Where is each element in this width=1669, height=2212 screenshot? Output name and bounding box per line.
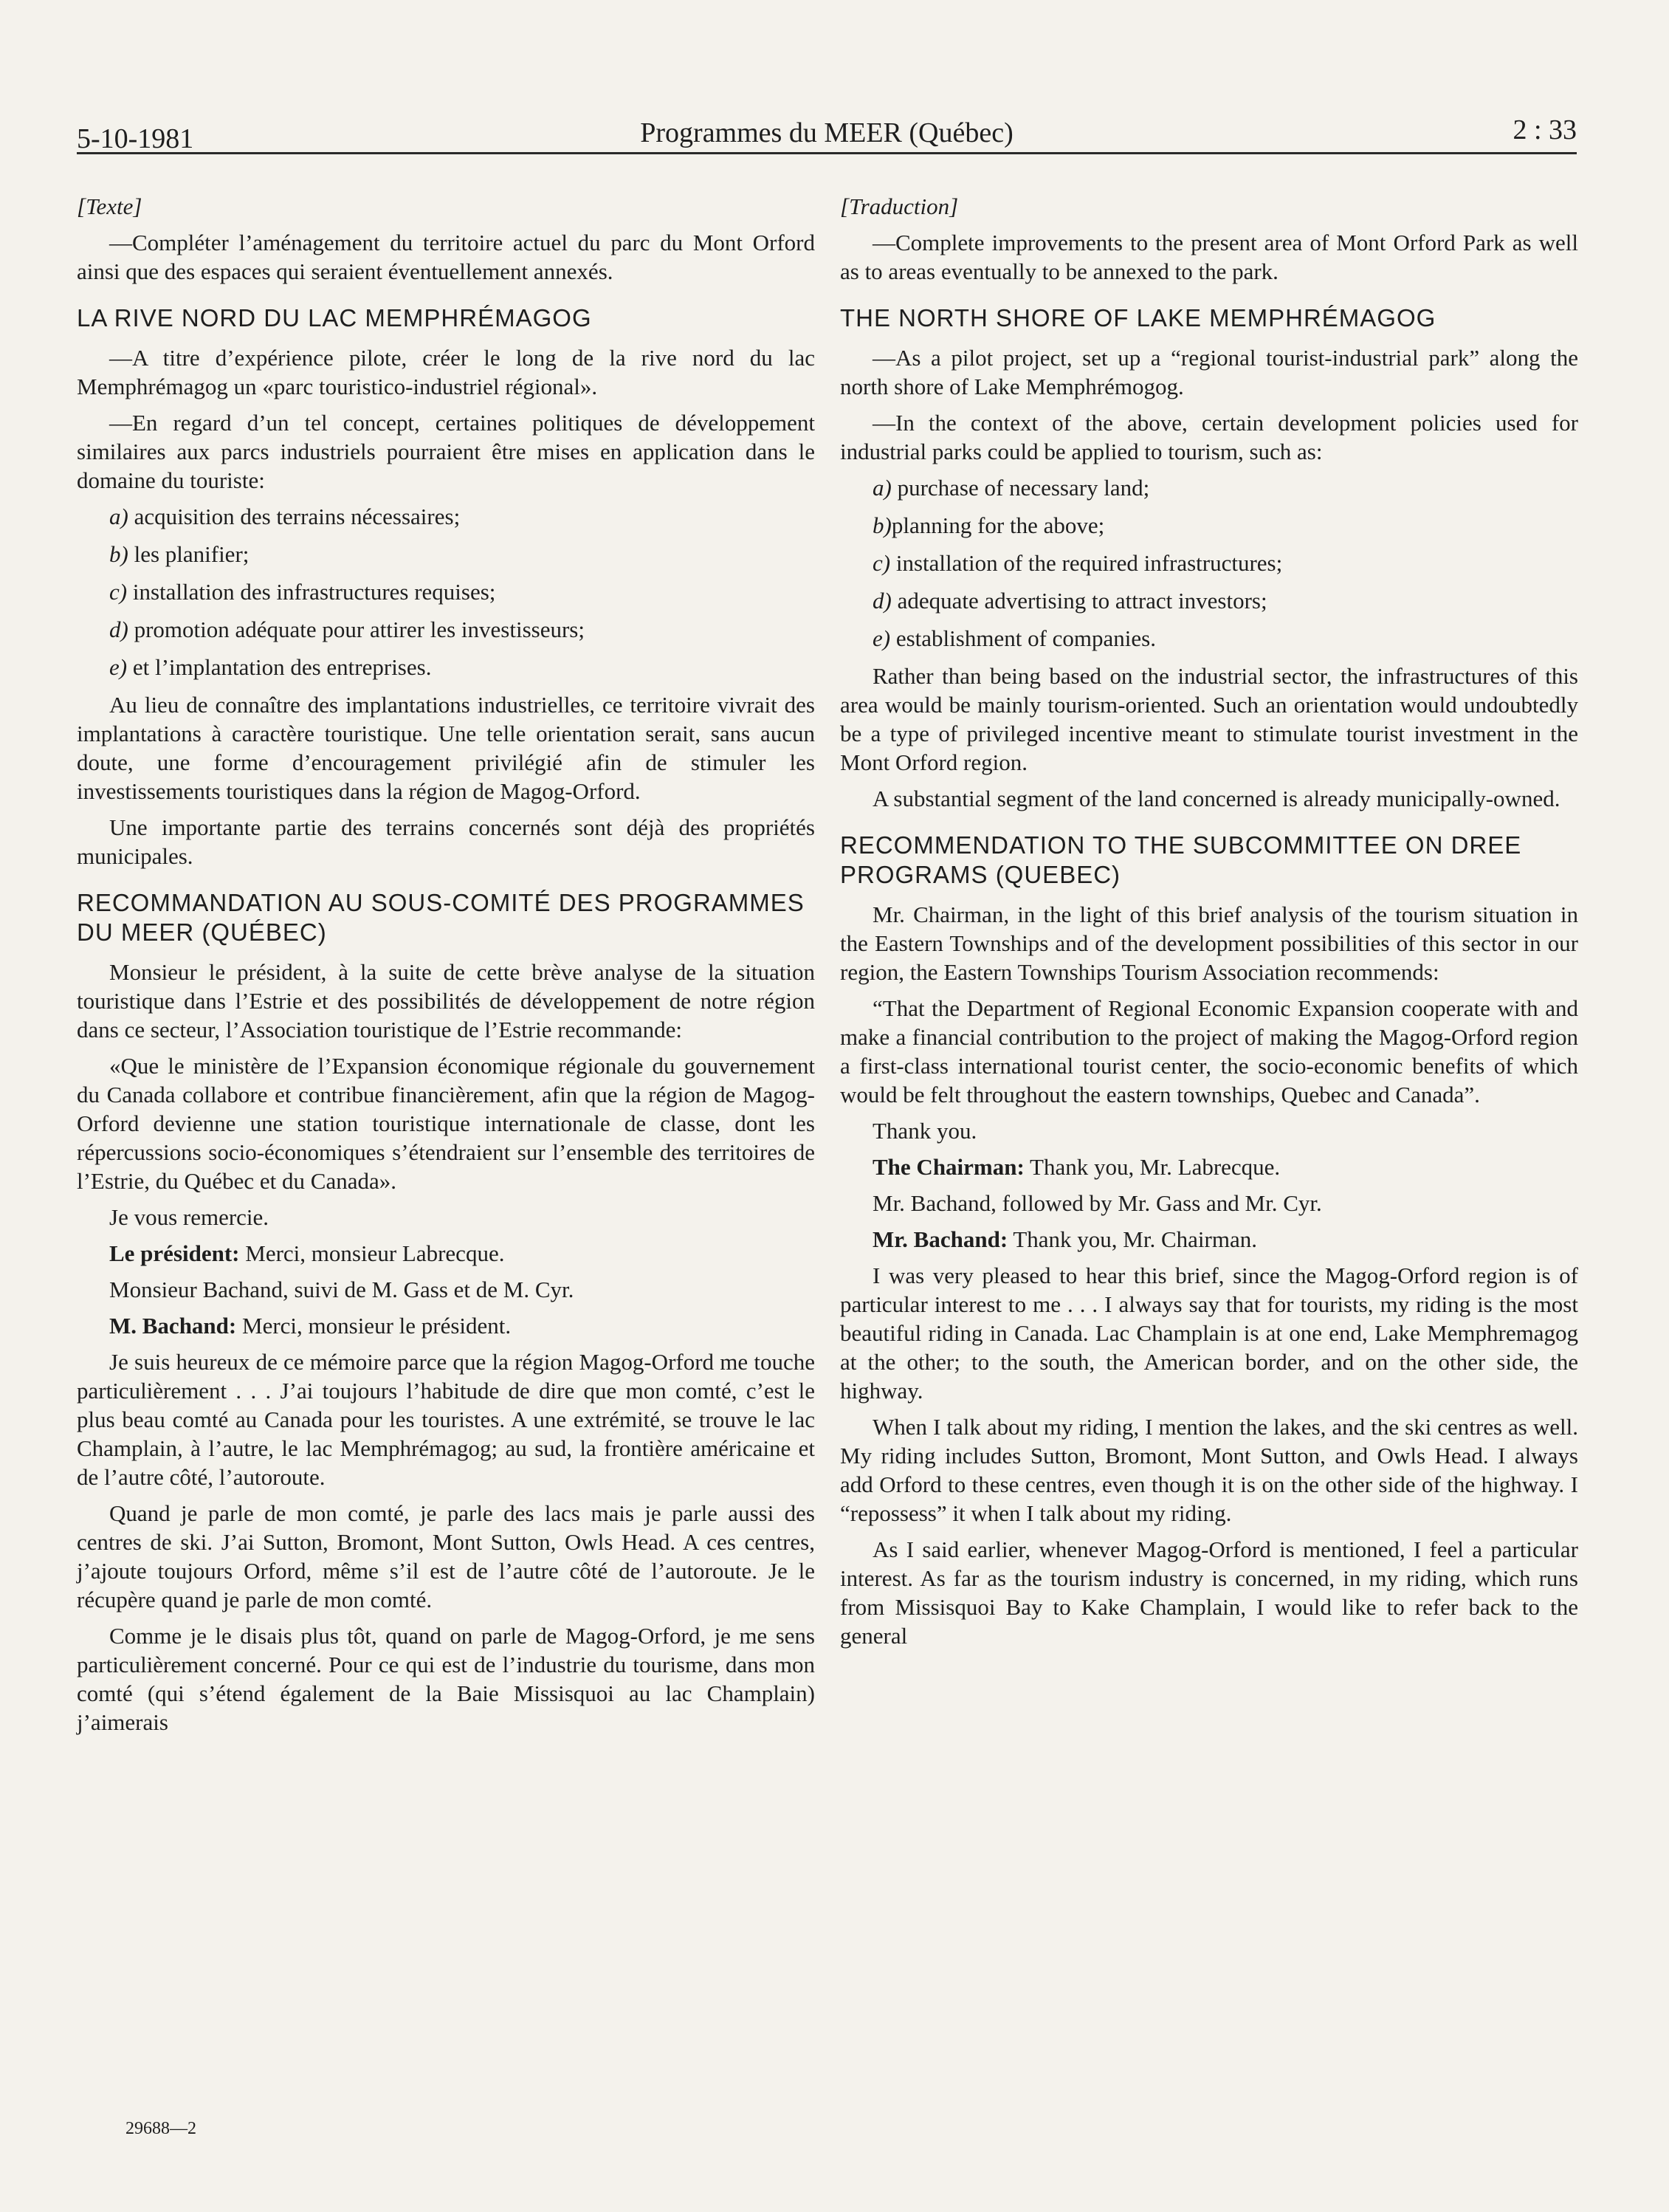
list-letter: a): [873, 475, 892, 501]
section-heading: RECOMMENDATION TO THE SUBCOMMITTEE ON DREE PROGRAMS (QUEBEC): [840, 831, 1522, 888]
page-header: [77, 111, 1577, 154]
paragraph: Rather than being based on the industrial sector, the infrastructures of this area would be mainly tourism-oriented. Such an orientation would undoubtedly be a type of privileged incentive meant to stimulate tourist investment in the Mont Orford region.: [840, 663, 1578, 775]
section-heading: RECOMMANDATION AU SOUS-COMITÉ DES PROGRAMMES DU MEER (QUÉBEC): [77, 889, 805, 946]
list-item: [77, 502, 815, 531]
paragraph: —Complete improvements to the present area of Mont Orford Park as well as to areas eventually to be annexed to the park.: [840, 230, 1578, 284]
paragraph: As I said earlier, whenever Magog-Orford is mentioned, I feel a particular interest. As far as the tourism industry is concerned, in my riding, which runs from Missisquoi Bay to Kake Champlain, I would like to refer back to the general: [840, 1536, 1578, 1649]
list-text: acquisition des terrains nécessaires;: [128, 504, 461, 529]
speaker-text: Merci, monsieur Labrecque.: [239, 1240, 505, 1266]
list-text: adequate advertising to attract investors;: [891, 588, 1267, 614]
list-item: [77, 540, 815, 569]
paragraph: Mr. Bachand, followed by Mr. Gass and Mr. Cyr.: [873, 1190, 1322, 1216]
speaker-name: Mr. Bachand:: [873, 1226, 1008, 1252]
paragraph: Au lieu de connaître des implantations industrielles, ce territoire vivrait des implantations à caractère touristique. Une telle orientation serait, sans aucun doute, une forme d’encouragement privilégié afin de stimuler les investissements touristiques dans la région de Magog-Orford.: [77, 692, 815, 804]
list-text: installation of the required infrastructures;: [890, 550, 1283, 576]
list-text: planning for the above;: [891, 512, 1105, 538]
speaker-name: The Chairman:: [873, 1154, 1025, 1180]
english-column: [840, 192, 1578, 1658]
paragraph: «Que le ministère de l’Expansion économique régionale du gouvernement du Canada collabore et contribue financièrement, afin que la région de Magog-Orford devienne une station touristique internationale de classe, dont les répercussions socio-économiques s’étendraient sur l’ensemble des territoires de l’Estrie, du Québec et du Canada».: [77, 1053, 815, 1194]
list-letter: c): [873, 550, 891, 576]
list-letter: b): [109, 541, 128, 567]
list-item: [840, 473, 1578, 502]
paragraph: —En regard d’un tel concept, certaines politiques de développement similaires aux parcs industriels pourraient être mises en application dans le domaine du touriste:: [77, 410, 815, 493]
list-item: [840, 511, 1578, 540]
list-item: [840, 549, 1578, 577]
paragraph: —In the context of the above, certain development policies used for industrial parks could be applied to tourism, such as:: [840, 410, 1578, 464]
list-letter: d): [873, 588, 892, 614]
speaker-paragraph: [840, 1153, 1578, 1181]
paragraph: —Compléter l’aménagement du territoire actuel du parc du Mont Orford ainsi que des espaces qui seraient éventuellement annexés.: [77, 230, 815, 284]
speaker-paragraph: [840, 1225, 1578, 1254]
column-label: [Texte]: [77, 193, 142, 219]
section-heading: LA RIVE NORD DU LAC MEMPHRÉMAGOG: [77, 304, 592, 332]
french-column: [77, 192, 815, 1744]
footer-code: 29688—2: [125, 2119, 196, 2138]
list-text: purchase of necessary land;: [891, 475, 1150, 501]
speaker-paragraph: [77, 1311, 815, 1340]
list-letter: e): [109, 654, 128, 680]
list-letter: a): [109, 504, 128, 529]
speaker-paragraph: [77, 1239, 815, 1268]
paragraph: Monsieur Bachand, suivi de M. Gass et de M. Cyr.: [109, 1277, 574, 1302]
paragraph: Je vous remercie.: [109, 1204, 269, 1230]
list-letter: b): [873, 512, 892, 538]
list-item: [840, 586, 1578, 615]
paragraph: —As a pilot project, set up a “regional tourist-industrial park” along the north shore of Lake Memphrémogog.: [840, 345, 1578, 399]
speaker-name: Le président:: [109, 1240, 240, 1266]
paragraph: “That the Department of Regional Economic Expansion cooperate with and make a financial contribution to the project of making the Magog-Orford region a first-class international tourist center, the socio-economic benefits of which would be felt throughout the eastern townships, Quebec and Canada”.: [840, 995, 1578, 1107]
header-date: 5-10-1981: [77, 123, 194, 154]
list-text: installation des infrastructures requises;: [127, 579, 496, 605]
speaker-text: Merci, monsieur le président.: [236, 1313, 512, 1339]
paragraph: Quand je parle de mon comté, je parle des lacs mais je parle aussi des centres de ski. J’ai Sutton, Bromont, Mont Sutton, Owls Head. A ces centres, j’ajoute toujours Orford, même s’il est de l’autre côté de l’autoroute. Je le récupère quand je parle de mon comté.: [77, 1500, 815, 1612]
list-text: promotion adéquate pour attirer les investisseurs;: [128, 616, 585, 642]
list-letter: c): [109, 579, 128, 605]
list-item: [840, 624, 1578, 653]
list-item: [77, 615, 815, 644]
speaker-text: Thank you, Mr. Chairman.: [1008, 1226, 1257, 1252]
paragraph: I was very pleased to hear this brief, since the Magog-Orford region is of particular interest to me . . . I always say that for tourists, my riding is the most beautiful riding in Canada. Lac Champlain is at one end, Lake Memphremagog at the other; to the south, the American border, and on the other side, the highway.: [840, 1263, 1578, 1404]
header-title: Programmes du MEER (Québec): [640, 117, 1014, 148]
paragraph: Une importante partie des terrains concernés sont déjà des propriétés municipales.: [77, 814, 815, 869]
paragraph: Thank you.: [873, 1118, 977, 1144]
speaker-name: M. Bachand:: [109, 1313, 237, 1339]
paragraph: Mr. Chairman, in the light of this brief analysis of the tourism situation in the Eastern Townships and of the development possibilities of this sector in our region, the Eastern Townships Tourism Association recommends:: [840, 901, 1578, 985]
paragraph: A substantial segment of the land concerned is already municipally-owned.: [873, 786, 1560, 811]
paragraph: Monsieur le président, à la suite de cette brève analyse de la situation touristique dans l’Estrie et des possibilités de développement de notre région dans ce secteur, l’Association touristique de l’Estrie recommande:: [77, 959, 815, 1043]
column-label: [Traduction]: [840, 193, 959, 219]
list-letter: e): [873, 625, 891, 651]
speaker-text: Thank you, Mr. Labrecque.: [1024, 1154, 1281, 1180]
list-letter: d): [109, 616, 128, 642]
header-page-number: 2 : 33: [1513, 114, 1577, 145]
list-item: [77, 653, 815, 681]
paragraph: When I talk about my riding, I mention the lakes, and the ski centres as well. My riding includes Sutton, Bromont, Mont Sutton, and Owls Head. I always add Orford to these centres, even though it is on the other side of the highway. I “repossess” it when I talk about my riding.: [840, 1414, 1578, 1526]
paragraph: —A titre d’expérience pilote, créer le long de la rive nord du lac Memphrémagog un «parc touristico-industriel régional».: [77, 345, 815, 399]
list-item: [77, 577, 815, 606]
list-text: establishment of companies.: [890, 625, 1156, 651]
paragraph: Comme je le disais plus tôt, quand on parle de Magog-Orford, je me sens particulièrement concerné. Pour ce qui est de l’industrie du tourisme, dans mon comté (qui s’étend également de la Baie Missisquoi au lac Champlain) j’aimerais: [77, 1623, 815, 1735]
section-heading: THE NORTH SHORE OF LAKE MEMPHRÉMAGOG: [840, 304, 1436, 332]
list-text: les planifier;: [128, 541, 250, 567]
paragraph: Je suis heureux de ce mémoire parce que la région Magog-Orford me touche particulièrement . . . J’ai toujours l’habitude de dire que mon comté, c’est le plus beau comté au Canada pour les touristes. A une extrémité, se trouve le lac Champlain, à l’autre, le lac Memphrémagog; au sud, la frontière américaine et de l’autre côté, l’autoroute.: [77, 1349, 815, 1490]
list-text: et l’implantation des entreprises.: [127, 654, 432, 680]
